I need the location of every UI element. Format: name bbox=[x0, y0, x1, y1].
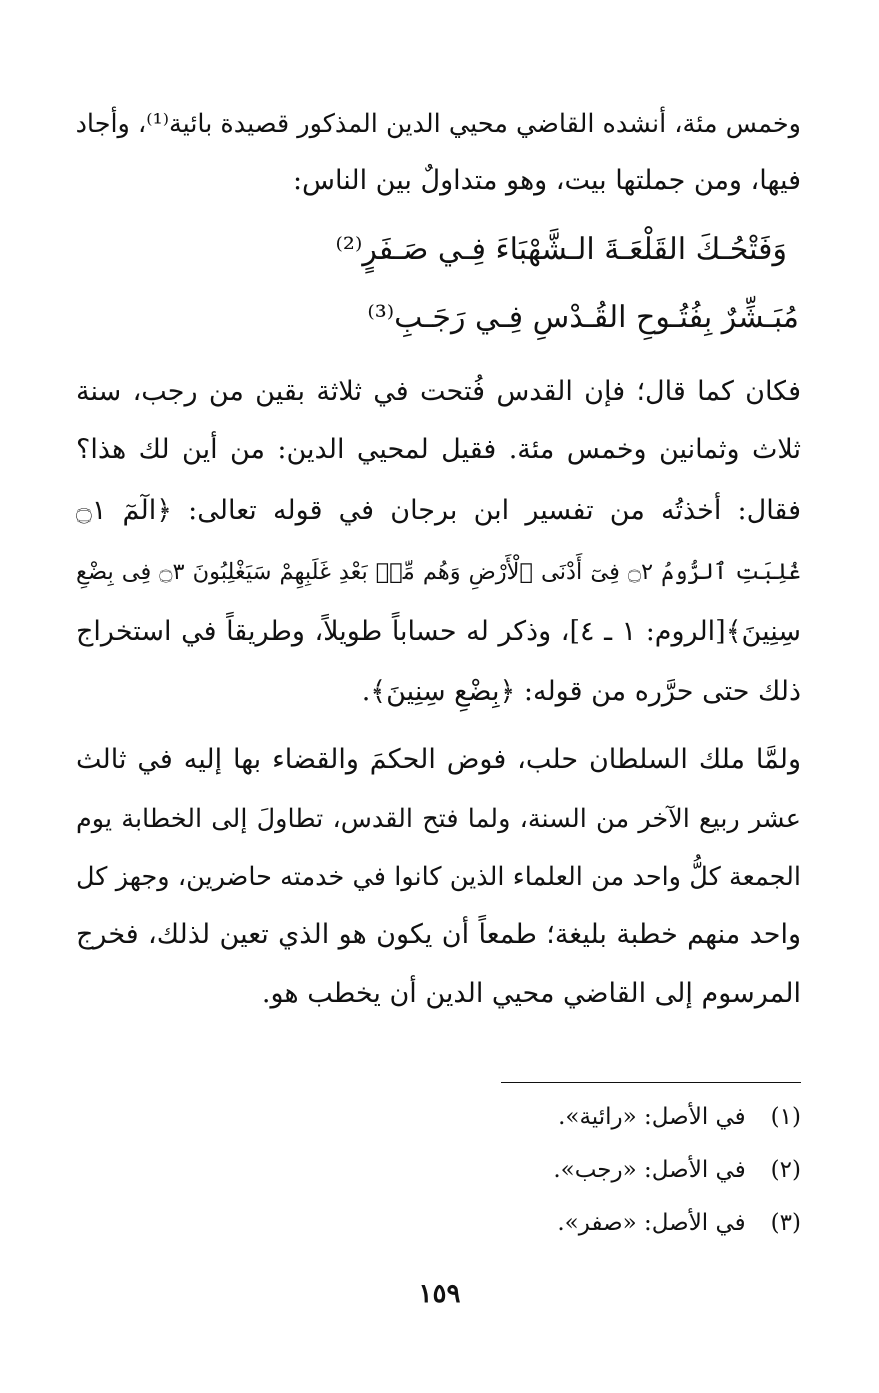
paragraph2-line-6: ذلك حتى حرَّره من قوله: ﴿بِضْعِ سِنِينَ﴾. bbox=[361, 676, 801, 707]
page-number: ١٥٩ bbox=[418, 1279, 461, 1309]
footnote-text: في الأصل: «صفر». bbox=[557, 1210, 746, 1236]
footnote-number: (٣) bbox=[770, 1210, 801, 1236]
footnote-separator bbox=[501, 1082, 801, 1083]
paragraph3-line-2: عشر ربيع الآخر من السنة، ولما فتح القدس، تطاولَ إلى الخطابة يوم bbox=[76, 804, 801, 834]
footnote-text: في الأصل: «رائية». bbox=[558, 1104, 746, 1130]
paragraph2-line-2: ثلاث وثمانين وخمس مئة. فقيل لمحيي الدين: من أين لك هذا؟ bbox=[76, 434, 801, 465]
paragraph3-line-4: واحد منهم خطبة بليغة؛ طمعاً أن يكون هو الذي تعين لذلك، فخرج bbox=[76, 919, 801, 950]
paragraph2-line-4-quran: غُلِبَتِ ٱلرُّومُ ۝٢ فِىٓ أَدْنَى ٱلْأَرْضِ وَهُم مِّنۢ بَعْدِ غَلَبِهِمْ سَيَغْلِبُونَ ۝٣ فِى بِضْعِ bbox=[76, 559, 801, 585]
footnote-text: في الأصل: «رجب». bbox=[553, 1157, 746, 1183]
paragraph3-line-1: ولمَّا ملك السلطان حلب، فوض الحكمَ والقضاء بها إليه في ثالث bbox=[76, 744, 801, 775]
footnote-1 bbox=[301, 1100, 801, 1134]
footnote-3 bbox=[301, 1206, 801, 1240]
footnote-number: (٢) bbox=[770, 1157, 801, 1183]
paragraph3-line-3: الجمعة كلُّ واحد من العلماء الذين كانوا في خدمته حاضرين، وجهز كل bbox=[76, 862, 801, 892]
verse-hemistich-1: وَفَتْحُـكَ القَلْعَـةَ الـشَّهْبَاءَ فِـي صَـفَرٍ⁽²⁾ bbox=[335, 232, 787, 267]
verse-hemistich-2: مُبَـشِّرٌ بِفُتُـوحِ القُـدْسِ فِـي رَجَـبِ⁽³⁾ bbox=[367, 300, 799, 335]
paragraph2-line-3: فقال: أخذتُه من تفسير ابن برجان في قوله تعالى: ﴿الٓمٓ ۝١ bbox=[76, 495, 801, 526]
paragraph2-line-1: فكان كما قال؛ فإن القدس فُتحت في ثلاثة بقين من رجب، سنة bbox=[76, 376, 801, 407]
paragraph3-line-5: المرسوم إلى القاضي محيي الدين أن يخطب هو. bbox=[261, 978, 801, 1009]
paragraph1-line-1: وخمس مئة، أنشده القاضي محيي الدين المذكور قصيدة بائية⁽¹⁾، وأجاد bbox=[75, 109, 801, 139]
footnote-number: (١) bbox=[770, 1104, 801, 1130]
footnote-2 bbox=[301, 1153, 801, 1187]
paragraph1-line-2: فيها، ومن جملتها بيت، وهو متداولٌ بين الناس: bbox=[292, 165, 801, 196]
paragraph2-line-5: سِنِينَ﴾[الروم: ١ ـ ٤]، وذكر له حساباً طويلاً، وطريقاً في استخراج bbox=[76, 616, 801, 647]
